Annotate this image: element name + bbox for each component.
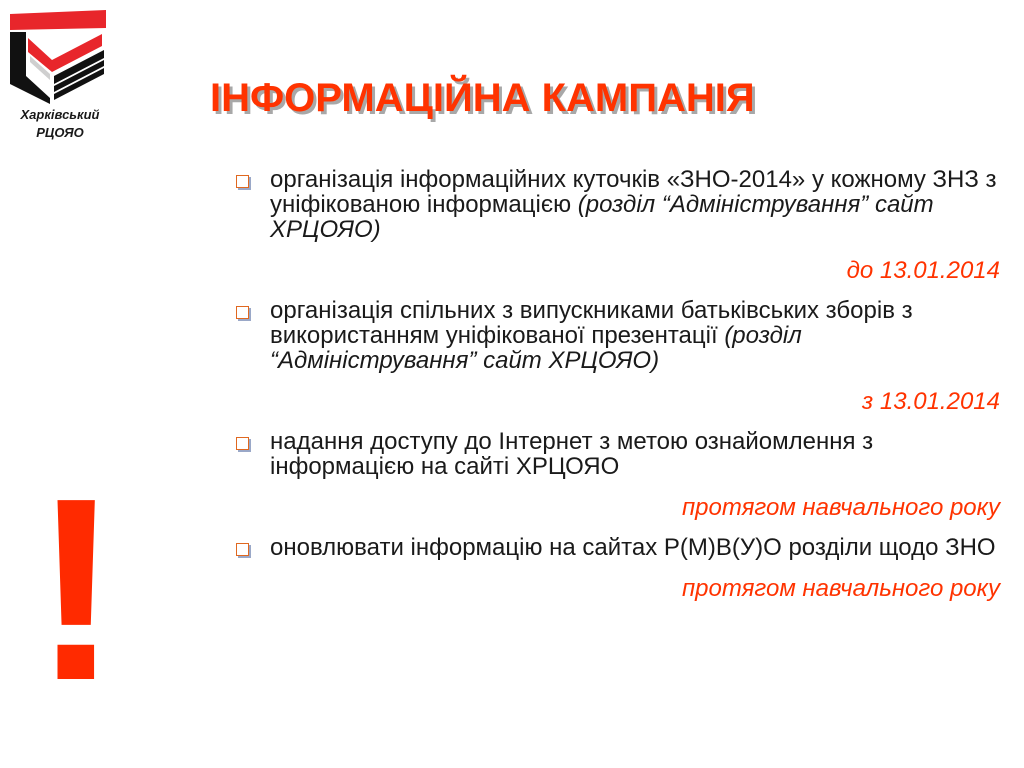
- list-item: [232, 535, 1000, 603]
- item-main-text: організація інформаційних куточків «ЗНО-2014» у кожному ЗНЗ з уніфікованою інформацією: [270, 166, 997, 218]
- logo-caption-line1: Харківський: [20, 107, 100, 122]
- item-text: [270, 298, 1000, 373]
- item-deadline: з 13.01.2014: [862, 388, 1000, 415]
- list-item: [232, 167, 1000, 285]
- item-text: [270, 429, 1000, 479]
- item-main-text: оновлювати інформацію на сайтах Р(М)В(У)О розділи щодо ЗНО: [270, 534, 996, 561]
- checkbox-bullet-icon: [236, 306, 249, 319]
- checkbox-bullet-icon: [236, 543, 249, 556]
- slide-title: ІНФОРМАЦІЙНА КАМПАНІЯ: [210, 76, 755, 120]
- campaign-list: [232, 167, 1000, 616]
- logo-caption-line2: РЦОЯО: [36, 125, 84, 140]
- item-text: [270, 535, 1000, 560]
- item-deadline: протягом навчального року: [681, 494, 1000, 521]
- item-note: (розділ “Адміністрування” сайт ХРЦОЯО): [270, 191, 934, 243]
- item-main-text: надання доступу до Інтернет з метою ознайомлення з інформацією на сайті ХРЦОЯО: [270, 428, 874, 480]
- organization-logo: [6, 8, 110, 146]
- item-note: (розділ “Адміністрування” сайт ХРЦОЯО): [270, 322, 802, 374]
- item-deadline: протягом навчального року: [681, 575, 1000, 602]
- item-deadline: до 13.01.2014: [846, 257, 1000, 284]
- list-item: [232, 429, 1000, 522]
- checkbox-bullet-icon: [236, 175, 249, 188]
- list-item: [232, 298, 1000, 416]
- item-text: [270, 167, 1000, 242]
- exclamation-mark: !: [33, 445, 120, 735]
- item-main-text: організація спільних з випускниками батьківських зборів з використанням уніфікованої презентації: [270, 297, 913, 349]
- checkbox-bullet-icon: [236, 437, 249, 450]
- book-logo-icon: [6, 8, 110, 106]
